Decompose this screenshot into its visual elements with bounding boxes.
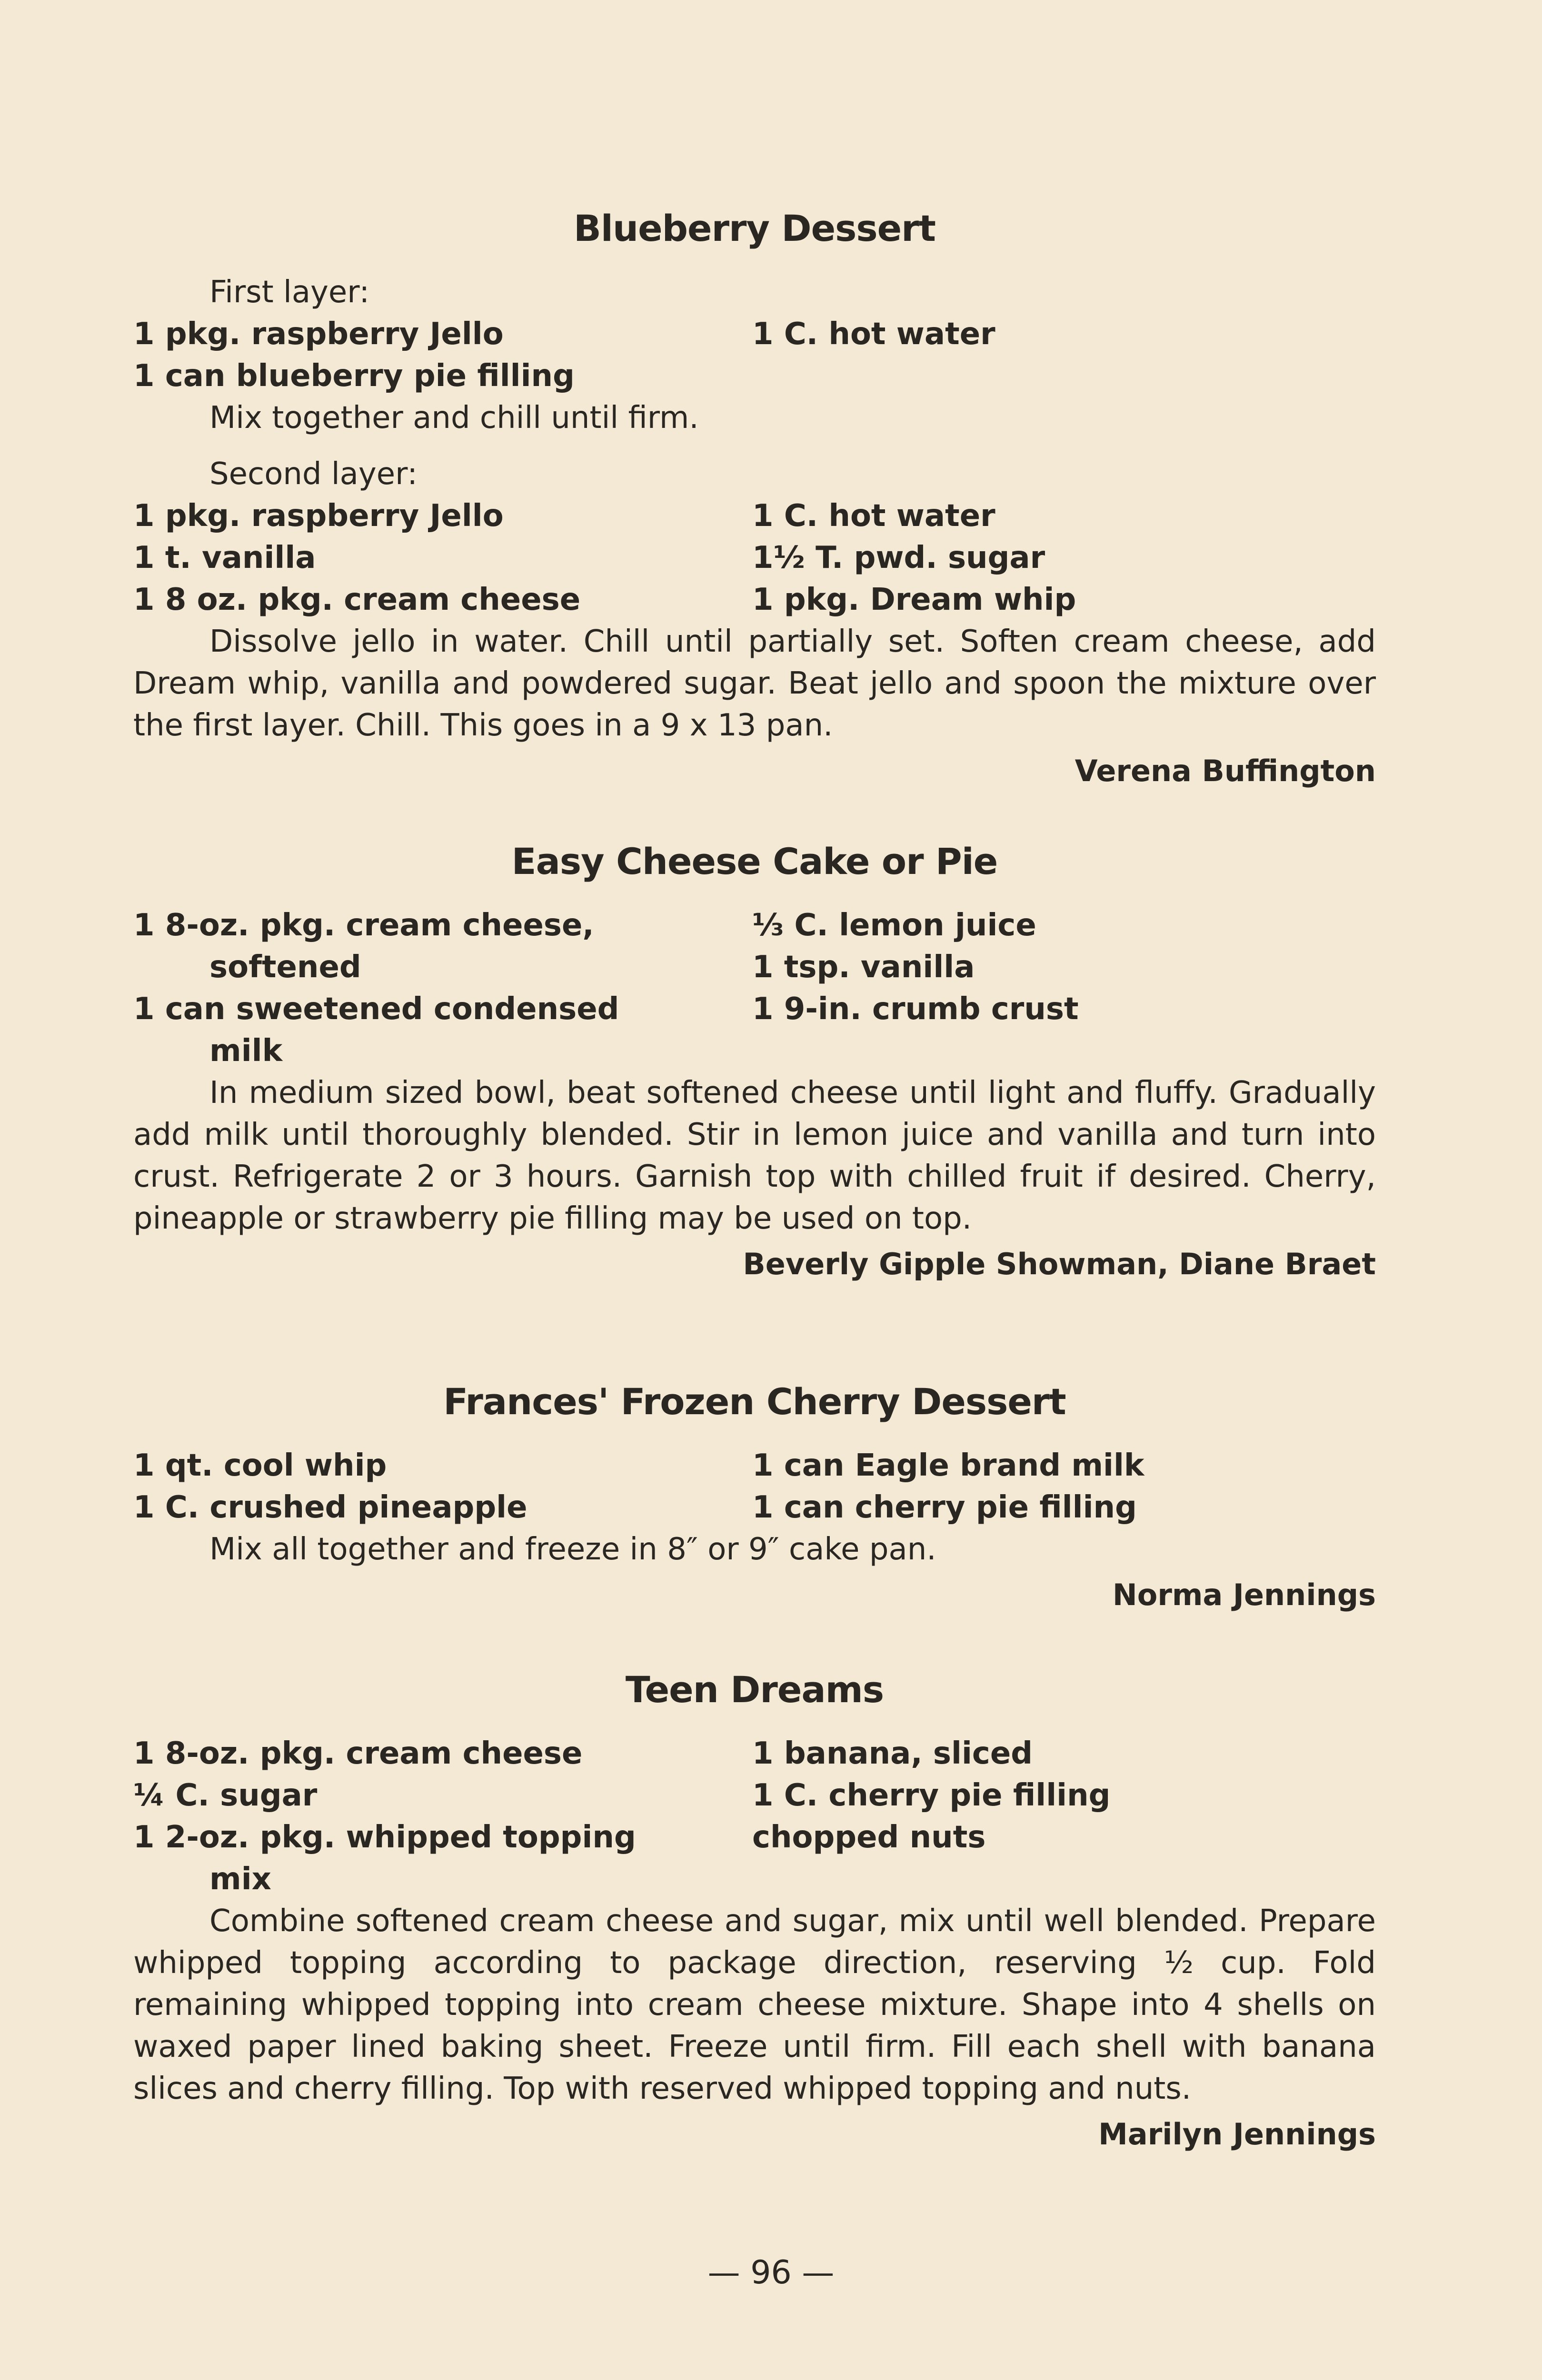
instructions: Mix all together and freeze in 8″ or 9″ cake pan.: [209, 1532, 936, 1567]
ingredient: 1 qt. cool whip: [133, 1448, 387, 1483]
ingredient: 1 can blueberry pie filling: [133, 358, 575, 394]
ingredient: 1 pkg. raspberry Jello: [133, 317, 504, 352]
ingredient: 1 pkg. raspberry Jello: [133, 498, 504, 534]
ingredient: 1 C. cherry pie filling: [752, 1778, 1111, 1813]
ingredient: 1 9-in. crumb crust: [752, 992, 1079, 1027]
instructions: In medium sized bowl, beat softened cheese until light and fluffy. Gradually add milk until thoroughly blended. Stir in lemon juice and vanilla and turn into crust. Refrigerate 2 or 3 hours. Garnish top with chilled fruit if desired. Cherry, pineapple or strawberry pie filling may be used on top.: [133, 1075, 1376, 1236]
recipe-title: Frances' Frozen Cherry Dessert: [443, 1380, 1066, 1423]
ingredient: 1 C. hot water: [752, 498, 995, 534]
recipe-author: Beverly Gipple Showman, Diane Braet: [743, 1247, 1376, 1281]
ingredient: 1 can Eagle brand milk: [752, 1448, 1144, 1483]
ingredient: 1 8-oz. pkg. cream cheese: [133, 1736, 583, 1771]
ingredients: [133, 1733, 1376, 1900]
ingredient: chopped nuts: [752, 1820, 986, 1855]
ingredient: 1 can cherry pie filling: [752, 1490, 1137, 1525]
recipe-title: Blueberry Dessert: [574, 207, 935, 249]
ingredient: 1 8 oz. pkg. cream cheese: [133, 582, 581, 617]
ingredients: [133, 1445, 1376, 1528]
ingredient: 1 C. crushed pineapple: [133, 1490, 527, 1525]
ingredient: 1 8-oz. pkg. cream cheese,: [133, 908, 594, 943]
ingredient: 1 pkg. Dream whip: [752, 582, 1076, 617]
recipe-author: Verena Buffington: [1074, 754, 1376, 788]
ingredient: ¼ C. sugar: [133, 1778, 318, 1813]
ingredients: [133, 904, 1376, 1072]
ingredient-continued: milk: [209, 1033, 283, 1069]
ingredient-continued: mix: [209, 1862, 271, 1897]
instructions: Dissolve jello in water. Chill until partially set. Soften cream cheese, add Dream whip, vanilla and powdered sugar. Beat jello and spoon the mixture over the first layer. Chill. This goes in a 9 x 13 pan.: [133, 624, 1376, 743]
page-number: — 96 —: [707, 2254, 835, 2291]
recipe-blueberry-dessert: [133, 205, 1376, 792]
ingredient: 1 2-oz. pkg. whipped topping: [133, 1820, 636, 1855]
ingredient: ⅓ C. lemon juice: [752, 908, 1036, 943]
recipe-author: Marilyn Jennings: [1098, 2117, 1376, 2152]
recipe-teen-dreams: [133, 1666, 1376, 2155]
ingredient: 1 C. hot water: [752, 317, 995, 352]
ingredient: 1 banana, sliced: [752, 1736, 1033, 1771]
ingredients: [133, 313, 1376, 397]
ingredient-continued: softened: [209, 950, 361, 985]
instructions: Combine softened cream cheese and sugar, mix until well blended. Prepare whipped topping according to package direction, reserving ½ cup. Fold remaining whipped topping into cream cheese mixture. Shape into 4 shells on waxed paper lined baking sheet. Freeze until firm. Fill each shell with banana slices and cherry filling. Top with reserved whipped topping and nuts.: [133, 1904, 1376, 2106]
ingredient: 1 can sweetened condensed: [133, 992, 619, 1027]
ingredients: [133, 495, 1376, 621]
recipe-title: Easy Cheese Cake or Pie: [511, 840, 998, 883]
ingredient: 1½ T. pwd. sugar: [752, 540, 1045, 575]
recipe-author: Norma Jennings: [1112, 1577, 1376, 1612]
recipe-frozen-cherry-dessert: [133, 1378, 1376, 1616]
layer-subtitle: Second layer:: [209, 456, 418, 492]
layer-subtitle: First layer:: [209, 275, 370, 310]
ingredient: 1 tsp. vanilla: [752, 950, 975, 985]
recipe-easy-cheese-cake: [133, 838, 1376, 1285]
recipe-title: Teen Dreams: [625, 1668, 884, 1711]
instructions: Mix together and chill until firm.: [209, 400, 699, 436]
ingredient: 1 t. vanilla: [133, 540, 316, 575]
